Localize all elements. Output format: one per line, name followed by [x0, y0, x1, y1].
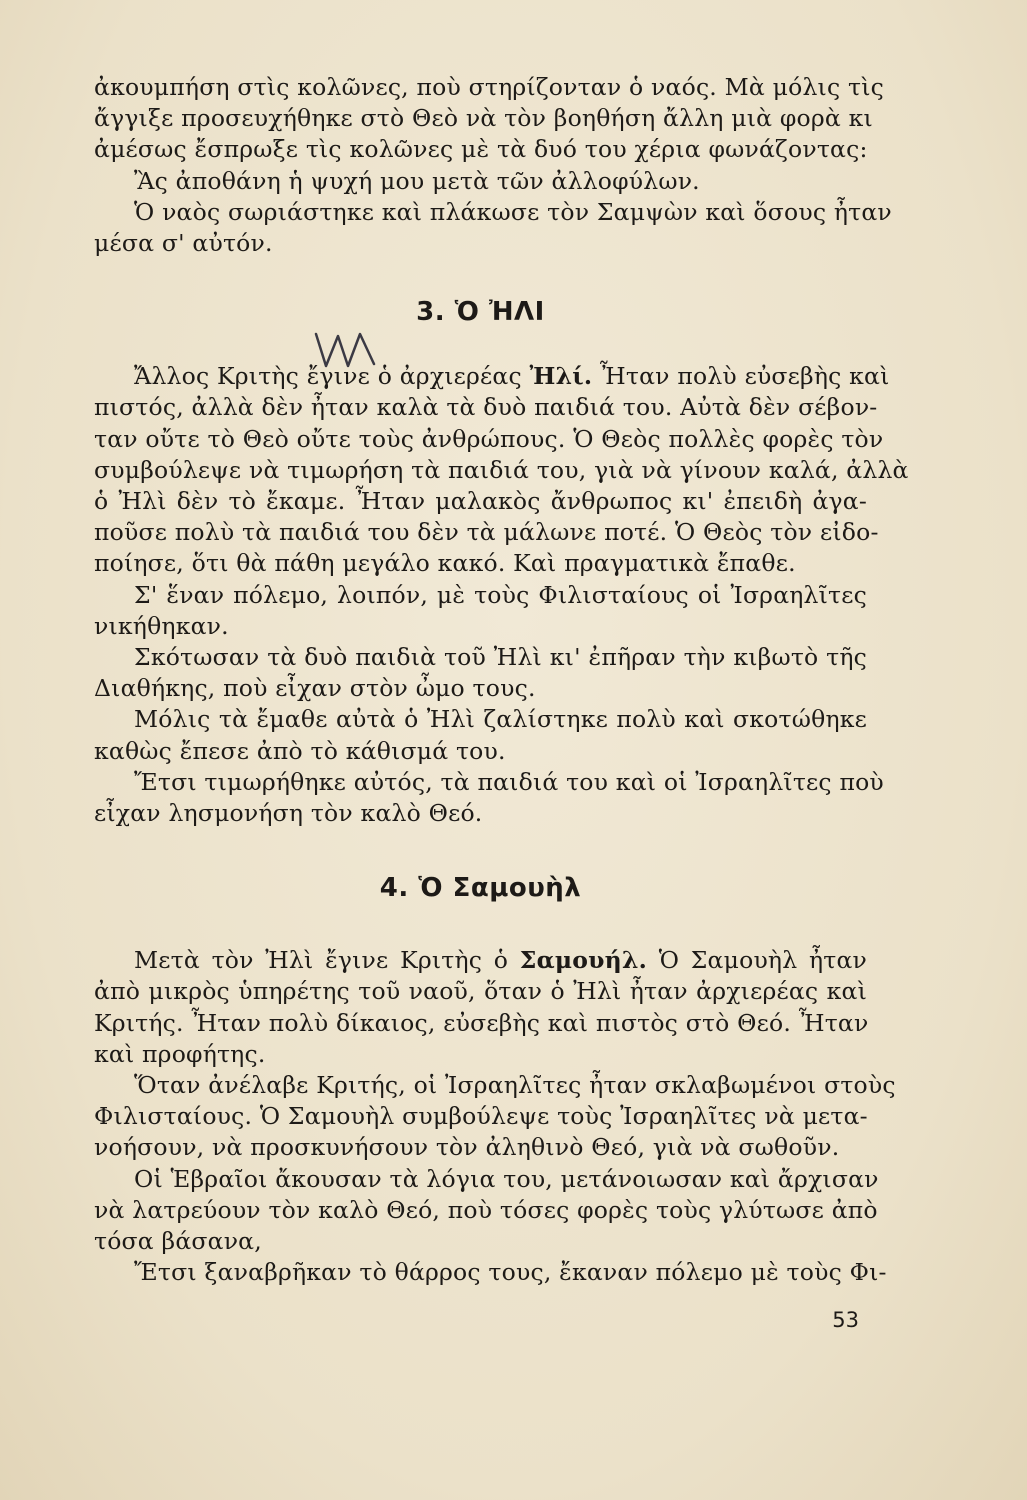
text-line: Ἔτσι ξαναβρῆκαν τὸ θάρρος τους, ἔκαναν πόλεμο μὲ τοὺς Φι-	[134, 1258, 887, 1287]
text-line: ταν οὔτε τὸ Θεὸ οὔτε τοὺς ἀνθρώπους. Ὁ Θεὸς πολλὲς φορὲς τὸν	[94, 424, 884, 453]
name-samuel-bold: Σαμουήλ.	[519, 946, 648, 975]
text-line: νοήσουν, νὰ προσκυνήσουν τὸν ἀληθινὸ Θεό, γιὰ νὰ σωθοῦν.	[94, 1133, 840, 1162]
text-line: ἀπὸ μικρὸς ὑπηρέτης τοῦ ναοῦ, ὅταν ὁ Ἠλὶ ἦταν ἀρχιερέας καὶ	[94, 977, 867, 1006]
opening-paragraph	[94, 72, 892, 259]
text-line: καθὼς ἔπεσε ἀπὸ τὸ κάθισμά του.	[94, 736, 506, 765]
text-segment: Μετὰ τὸν Ἠλὶ ἔγινε Κριτὴς ὁ	[134, 946, 509, 975]
text-line: Μόλις τὰ ἔμαθε αὐτὰ ὁ Ἠλὶ ζαλίστηκε πολὺ καὶ σκοτώθηκε	[134, 705, 867, 734]
text-line: Σ' ἕναν πόλεμο, λοιπόν, μὲ τοὺς Φιλισταίους οἱ Ἰσραηλῖτες	[134, 580, 867, 609]
section-3-body	[94, 361, 909, 829]
handwritten-mark	[312, 330, 382, 370]
name-eli-bold: Ἠλί.	[529, 362, 593, 391]
text-line: Ὁ ναὸς σωριάστηκε καὶ πλάκωσε τὸν Σαμψὼν καὶ ὅσους ἦταν	[134, 197, 892, 226]
text-line: ὁ Ἠλὶ δὲν τὸ ἔκαμε. Ἦταν μαλακὸς ἄνθρωπος κι' ἐπειδὴ ἀγα-	[94, 487, 867, 516]
text-line: Σκότωσαν τὰ δυὸ παιδιὰ τοῦ Ἠλὶ κι' ἐπῆραν τὴν κιβωτὸ τῆς	[134, 643, 867, 672]
text-line: ποῦσε πολὺ τὰ παιδιά του δὲν τὰ μάλωνε ποτέ. Ὁ Θεὸς τὸν εἰδο-	[94, 518, 879, 547]
text-line: Διαθήκης, ποὺ εἶχαν στὸν ὦμο τους.	[94, 674, 536, 703]
text-segment: Ἄλλος Κριτὴς ἔγινε ὁ ἀρχιερέας	[134, 362, 522, 391]
text-line: Ἔτσι τιμωρήθηκε αὐτός, τὰ παιδιά του καὶ οἱ Ἰσραηλῖτες ποὺ	[134, 767, 884, 796]
section-4-body	[94, 945, 896, 1288]
text-line: ἄγγιξε προσευχήθηκε στὸ Θεὸ νὰ τὸν βοηθήση ἄλλη μιὰ φορὰ κι	[94, 104, 873, 133]
section-3-heading: 3. Ὁ ἨΛΙ	[416, 297, 545, 328]
text-line: νὰ λατρεύουν τὸν καλὸ Θεό, ποὺ τόσες φορὲς τοὺς γλύτωσε ἀπὸ	[94, 1195, 878, 1224]
section-4-heading: 4. Ὁ Σαμουὴλ	[379, 873, 582, 904]
text-line: ἀμέσως ἔσπρωξε τὶς κολῶνες μὲ τὰ δυό του χέρια φωνάζοντας:	[94, 135, 868, 164]
text-segment: Ὁ Σαμουὴλ ἦταν	[658, 946, 868, 975]
text-line: μέσα σ' αὐτόν.	[94, 229, 273, 258]
text-line: Ὅταν ἀνέλαβε Κριτής, οἱ Ἰσραηλῖτες ἦταν σκλαβωμένοι στοὺς	[134, 1071, 896, 1100]
text-line: ἀκουμπήση στὶς κολῶνες, ποὺ στηρίζονταν ὁ ναός. Μὰ μόλις τὶς	[94, 73, 884, 101]
text-line: εἶχαν λησμονήση τὸν καλὸ Θεό.	[94, 799, 483, 828]
text-line: συμβούλεψε νὰ τιμωρήση τὰ παιδιά του, γιὰ νὰ γίνουν καλά, ἀλλὰ	[94, 455, 909, 484]
text-segment: Ἦταν πολὺ εὐσεβὴς καὶ	[599, 362, 890, 391]
text-line: τόσα βάσανα,	[94, 1227, 262, 1256]
text-line: Ἂς ἀποθάνη ἡ ψυχή μου μετὰ τῶν ἀλλοφύλων.	[134, 166, 700, 195]
text-line: ποίησε, ὅτι θὰ πάθη μεγάλο κακό. Καὶ πραγματικὰ ἔπαθε.	[94, 549, 796, 578]
text-line: νικήθηκαν.	[94, 611, 229, 640]
text-line: Φιλισταίους. Ὁ Σαμουὴλ συμβούλεψε τοὺς Ἰσραηλῖτες νὰ μετα-	[94, 1102, 868, 1131]
text-line	[94, 945, 867, 976]
text-line: Κριτής. Ἦταν πολὺ δίκαιος, εὐσεβὴς καὶ πιστὸς στὸ Θεό. Ἦταν	[94, 1008, 869, 1037]
page-number: 53	[832, 1308, 859, 1332]
text-line: πιστός, ἀλλὰ δὲν ἦταν καλὰ τὰ δυὸ παιδιά του. Αὐτὰ δὲν σέβον-	[94, 393, 878, 422]
text-line: Οἱ Ἑβραῖοι ἄκουσαν τὰ λόγια του, μετάνοιωσαν καὶ ἄρχισαν	[134, 1164, 879, 1193]
text-line	[94, 361, 890, 392]
text-line: καὶ προφήτης.	[94, 1039, 266, 1068]
